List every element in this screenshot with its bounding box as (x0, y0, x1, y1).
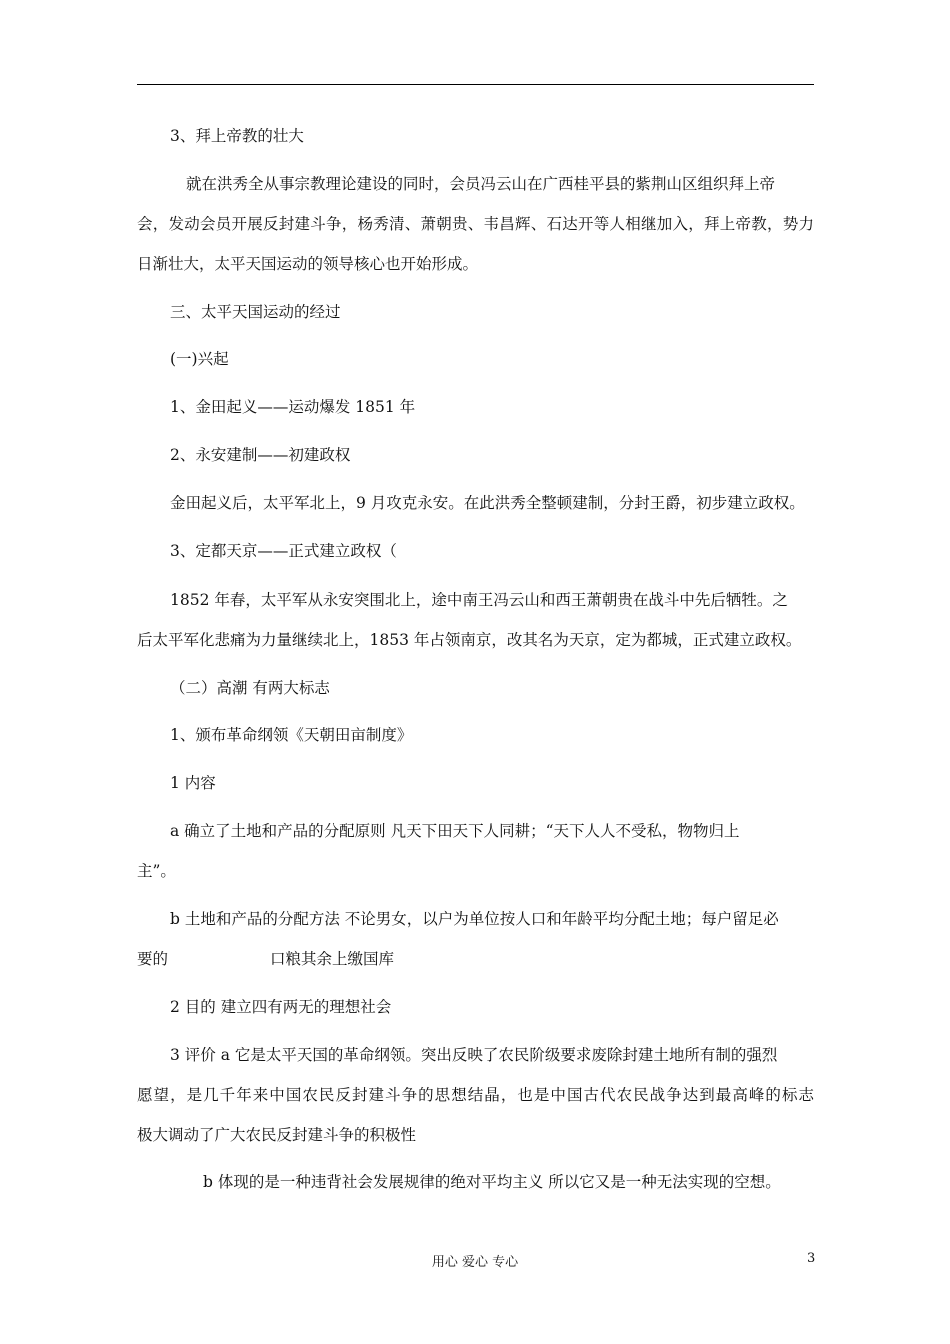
list-item: 3、定都天京——正式建立政权（ (170, 542, 397, 560)
list-item: 2、永安建制——初建政权 (170, 446, 351, 464)
page-number: 3 (807, 1251, 816, 1266)
paragraph-line: 口粮其余上缴国库 (270, 950, 395, 968)
paragraph-line: 3 评价 a 它是太平天国的革命纲领。突出反映了农民阶级要求废除封建土地所有制的强烈 (170, 1046, 778, 1064)
list-item: 1、颁布革命纲领《天朝田亩制度》 (170, 726, 413, 744)
paragraph-line: 1852 年春，太平军从永安突围北上，途中南王冯云山和西王萧朝贵在战斗中先后牺牲。之 (170, 591, 788, 609)
paragraph-line: 会，发动会员开展反封建斗争，杨秀清、萧朝贵、韦昌辉、石达开等人相继加入，拜上帝教，势力 (137, 215, 814, 233)
subsection-heading: (一)兴起 (170, 350, 229, 368)
paragraph-line: 就在洪秀全从事宗教理论建设的同时，会员冯云山在广西桂平县的紫荆山区组织拜上帝 (186, 175, 776, 193)
paragraph-line: 极大调动了广大农民反封建斗争的积极性 (137, 1126, 417, 1144)
subsection-heading: （二）高潮 有两大标志 (170, 679, 330, 697)
header-rule (137, 84, 814, 85)
section-heading: 三、太平天国运动的经过 (170, 303, 341, 321)
paragraph-line: 日渐壮大，太平天国运动的领导核心也开始形成。 (137, 255, 479, 273)
paragraph-line: 愿望，是几千年来中国农民反封建斗争的思想结晶，也是中国古代农民战争达到最高峰的标志 (137, 1086, 814, 1104)
paragraph-line: a 确立了土地和产品的分配原则 凡天下田天下人同耕；“天下人人不受私，物物归上 (170, 822, 740, 840)
paragraph-line: 后太平军化悲痛为力量继续北上，1853 年占领南京，改其名为天京，定为都城，正式建立政权。 (137, 631, 802, 649)
list-item: 1、金田起义——运动爆发 1851 年 (170, 398, 416, 416)
paragraph-line: b 体现的是一种违背社会发展规律的绝对平均主义 所以它又是一种无法实现的空想。 (203, 1173, 781, 1191)
paragraph-line: 要的 (137, 950, 169, 968)
heading-3-baishangdi: 3、拜上帝教的壮大 (170, 127, 304, 145)
paragraph-line: 主”。 (137, 862, 176, 880)
list-item: 2 目的 建立四有两无的理想社会 (170, 998, 392, 1016)
footer-motto: 用心 爱心 专心 (431, 1255, 519, 1270)
paragraph-line: 金田起义后，太平军北上，9 月攻克永安。在此洪秀全整顿建制，分封王爵，初步建立政权。 (170, 494, 805, 512)
paragraph-line: b 土地和产品的分配方法 不论男女，以户为单位按人口和年龄平均分配土地；每户留足必 (170, 910, 779, 928)
list-item: 1 内容 (170, 774, 216, 792)
